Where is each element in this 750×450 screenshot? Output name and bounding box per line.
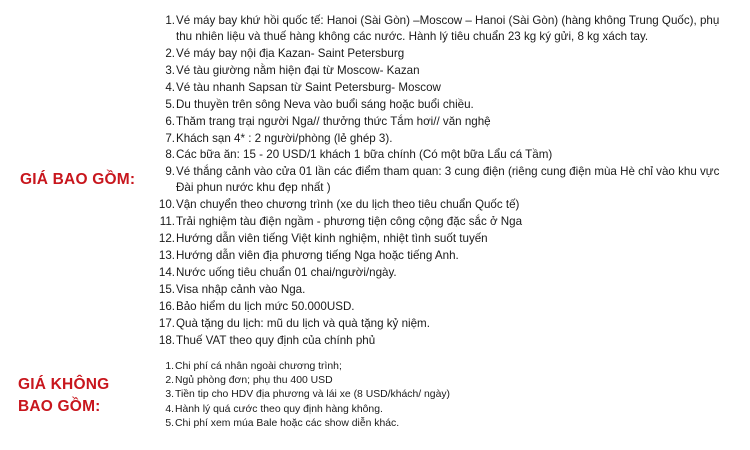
included-item xyxy=(160,80,720,96)
list-item-number: 2. xyxy=(165,375,174,387)
included-item xyxy=(160,114,720,130)
list-item-number: 10. xyxy=(158,198,175,212)
list-item-number: 2. xyxy=(165,46,175,60)
list-item-number: 8. xyxy=(165,148,175,162)
included-item xyxy=(160,316,720,332)
list-item-text: Thăm trang trại người Nga// thưởng thức Tắm hơi// văn nghệ xyxy=(176,114,491,128)
list-item-number: 9. xyxy=(165,165,175,179)
list-item-number: 17. xyxy=(158,316,175,330)
list-item-number: 16. xyxy=(158,299,175,313)
list-item-text: Hành lý quá cước theo quy định hàng không. xyxy=(175,403,383,415)
list-item-number: 3. xyxy=(165,63,175,77)
excluded-list xyxy=(165,360,705,431)
list-item-number: 11. xyxy=(159,215,175,229)
included-item xyxy=(160,46,720,62)
list-item-number: 5. xyxy=(165,417,174,429)
list-item-text: Vé tàu giường nằm hiện đại từ Moscow- Kazan xyxy=(176,63,420,77)
list-item-number: 15. xyxy=(158,282,175,296)
excluded-item xyxy=(165,374,705,388)
included-section-title: GIÁ BAO GỒM: xyxy=(20,171,136,188)
list-item-number: 7. xyxy=(165,131,175,145)
excluded-item xyxy=(165,360,705,374)
included-list xyxy=(160,13,720,350)
list-item-text: Thuế VAT theo quy định của chính phủ xyxy=(176,333,376,347)
list-item-text: Vé máy bay nội địa Kazan- Saint Petersburg xyxy=(176,46,405,60)
included-item xyxy=(160,63,720,79)
included-item xyxy=(160,13,720,44)
list-item-number: 12. xyxy=(158,232,175,246)
included-item xyxy=(160,231,720,247)
list-item-text: Quà tặng du lịch: mũ du lịch và quà tặng kỷ niệm. xyxy=(176,316,430,330)
included-item xyxy=(160,131,720,147)
included-item xyxy=(160,147,720,163)
list-item-text: Hướng dẫn viên địa phương tiếng Nga hoặc tiếng Anh. xyxy=(176,249,459,262)
excluded-item xyxy=(165,417,705,431)
included-item xyxy=(160,197,720,213)
excluded-item xyxy=(165,403,705,417)
included-item xyxy=(160,265,720,281)
list-item-text: Du thuyền trên sông Neva vào buổi sáng hoặc buổi chiều. xyxy=(176,97,474,111)
list-item-number: 4. xyxy=(165,80,175,94)
list-item-number: 3. xyxy=(165,389,174,401)
list-item-number: 1. xyxy=(165,14,175,27)
list-item-text: Ngủ phòng đơn; phụ thu 400 USD xyxy=(175,375,333,387)
list-item-text: Khách sạn 4* : 2 người/phòng (lẻ ghép 3). xyxy=(176,131,393,145)
list-item-number: 1. xyxy=(165,361,174,372)
list-item-number: 18. xyxy=(158,333,175,347)
list-item-text: Hướng dẫn viên tiếng Việt kinh nghiệm, nhiệt tình suốt tuyến xyxy=(176,232,488,246)
list-item-text: Nước uống tiêu chuẩn 01 chai/người/ngày. xyxy=(176,265,397,279)
list-item-text: Bảo hiểm du lịch mức 50.000USD. xyxy=(176,299,355,313)
list-item-text: Visa nhập cảnh vào Nga. xyxy=(176,282,306,296)
list-item-text: Chi phí xem múa Bale hoặc các show diễn khác. xyxy=(175,417,400,429)
included-item xyxy=(160,214,720,230)
list-item-text: Trải nghiệm tàu điện ngầm - phương tiện công cộng đặc sắc ở Nga xyxy=(176,215,523,229)
included-item xyxy=(160,299,720,315)
included-item xyxy=(160,333,720,349)
excluded-section-title: GIÁ KHÔNG BAO GỒM: xyxy=(18,376,110,415)
list-item-number: 14. xyxy=(158,265,175,279)
list-item-number: 5. xyxy=(165,97,175,111)
list-item-text: Vé máy bay khứ hồi quốc tế: Hanoi (Sài Gòn) –Moscow – Hanoi (Sài Gòn) (hàng không Trung Quốc), phụ thu nhiên liệu và thuế hàng không các nước. Hành lý tiêu chuẩn 23 kg ký gửi, 8 kg xách tay. xyxy=(176,14,720,43)
list-item-number: 4. xyxy=(165,403,174,415)
list-item-number: 13. xyxy=(158,249,175,262)
list-item-number: 6. xyxy=(165,114,175,128)
list-item-text: Tiền tip cho HDV địa phương và lái xe (8 USD/khách/ ngày) xyxy=(175,389,451,401)
included-item xyxy=(160,97,720,113)
list-item-text: Vận chuyển theo chương trình (xe du lịch theo tiêu chuẩn Quốc tế) xyxy=(176,198,520,212)
list-item-text: Chi phí cá nhân ngoài chương trình; xyxy=(175,361,342,372)
included-item xyxy=(160,164,720,195)
included-item xyxy=(160,282,720,298)
excluded-item xyxy=(165,388,705,402)
list-item-text: Các bữa ăn: 15 - 20 USD/1 khách 1 bữa chính (Có một bữa Lẩu cá Tầm) xyxy=(176,148,553,162)
included-item xyxy=(160,248,720,264)
list-item-text: Vé thắng cảnh vào cửa 01 lần các điểm tham quan: 3 cung điện (riêng cung điện mùa Hè chỉ vào khu vực Đài phun nước khu đẹp nhất ) xyxy=(176,165,720,195)
list-item-text: Vé tàu nhanh Sapsan từ Saint Petersburg- Moscow xyxy=(176,80,441,94)
